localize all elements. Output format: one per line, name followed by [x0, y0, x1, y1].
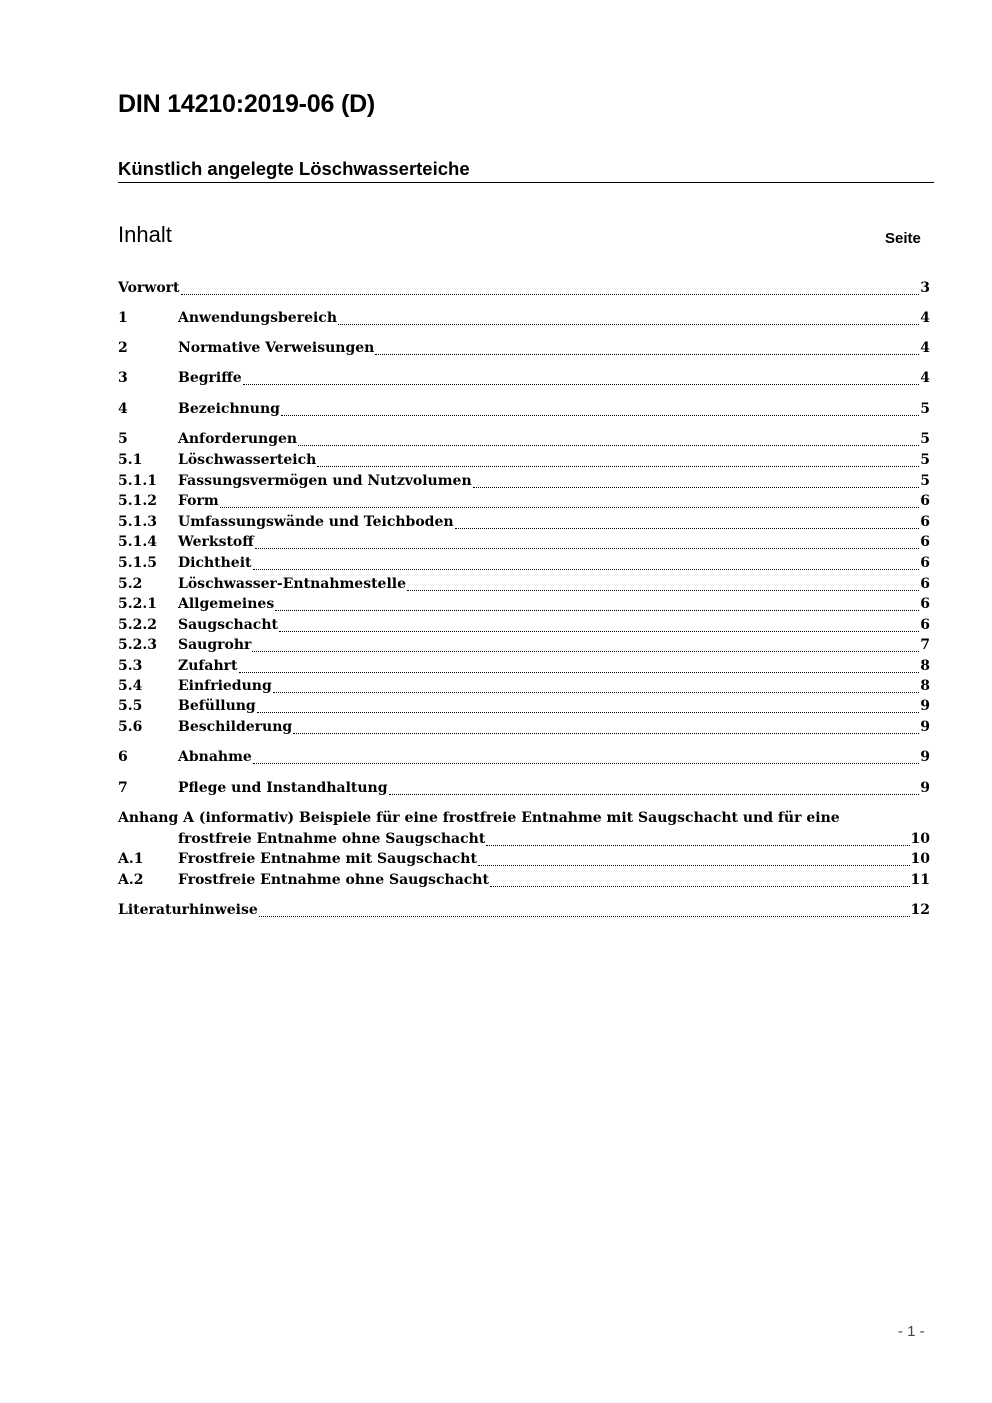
toc-entry-page: 6	[920, 555, 930, 571]
document-subtitle: Künstlich angelegte Löschwasserteiche	[118, 158, 470, 179]
toc-dot-leader	[407, 589, 919, 591]
toc-dot-leader	[255, 547, 920, 549]
toc-dot-leader	[220, 506, 920, 508]
toc-entry-number: 2	[118, 340, 128, 356]
toc-entry-annex-a-title[interactable]: Anhang A (informativ) Beispiele für eine frostfreie Entnahme mit Saugschacht und für eine	[118, 810, 840, 826]
toc-entry-text: frostfreie Entnahme ohne Saugschacht	[178, 831, 486, 847]
toc-entry-page: 6	[920, 576, 930, 592]
toc-dot-leader	[389, 793, 920, 795]
toc-entry-5-4[interactable]	[118, 678, 930, 698]
toc-entry-5-2-2[interactable]	[118, 617, 930, 637]
toc-entry-number: 5.1.1	[118, 473, 157, 489]
toc-entry-page: 6	[920, 514, 930, 530]
toc-entry-text: Fassungsvermögen und Nutzvolumen	[178, 473, 472, 489]
toc-entry-number: 5.2	[118, 576, 143, 592]
toc-entry-page: 3	[920, 280, 930, 296]
toc-entry-number: A.2	[118, 872, 144, 888]
toc-entry-text: Anwendungsbereich	[178, 310, 337, 326]
toc-entry-number: 5	[118, 431, 128, 447]
toc-entry-text: Löschwasserteich	[178, 452, 317, 468]
toc-entry-page: 4	[920, 370, 930, 386]
toc-entry-1[interactable]	[118, 310, 930, 330]
toc-entry-a-1[interactable]	[118, 851, 930, 871]
toc-entry-page: 5	[920, 452, 930, 468]
toc-dot-leader	[486, 844, 909, 846]
toc-dot-leader	[253, 762, 919, 764]
toc-entry-number: 5.4	[118, 678, 143, 694]
toc-entry-page: 9	[920, 698, 930, 714]
toc-entry-text: Löschwasser-Entnahmestelle	[178, 576, 407, 592]
toc-entry-number: 5.1.2	[118, 493, 157, 509]
toc-dot-leader	[275, 609, 919, 611]
toc-dot-leader	[317, 465, 919, 467]
toc-entry-text: Umfassungswände und Teichboden	[178, 514, 454, 530]
toc-entry-text: Frostfreie Entnahme mit Saugschacht	[178, 851, 477, 867]
toc-entry-page: 10	[910, 831, 930, 847]
toc-entry-number: 3	[118, 370, 128, 386]
toc-heading: Inhalt	[118, 222, 172, 247]
toc-entry-5[interactable]	[118, 431, 930, 451]
toc-entry-5-3[interactable]	[118, 658, 930, 678]
toc-entry-page: 4	[920, 310, 930, 326]
subtitle-divider	[118, 182, 934, 183]
toc-entry-text: Normative Verweisungen	[178, 340, 375, 356]
toc-entry-text: Vorwort	[118, 280, 180, 296]
toc-dot-leader	[181, 293, 920, 295]
toc-entry-number: 5.2.2	[118, 617, 157, 633]
toc-entry-text: Saugrohr	[178, 637, 252, 653]
toc-entry-page: 5	[920, 431, 930, 447]
toc-entry-number: 5.1.3	[118, 514, 157, 530]
toc-entry-page: 8	[920, 658, 930, 674]
toc-entry-page: 6	[920, 534, 930, 550]
toc-entry-page: 4	[920, 340, 930, 356]
toc-entry-number: 5.3	[118, 658, 143, 674]
toc-entry-number: 5.6	[118, 719, 143, 735]
toc-entry-page: 8	[920, 678, 930, 694]
footer-page-number: - 1 -	[898, 1323, 925, 1340]
toc-dot-leader	[455, 527, 920, 529]
toc-dot-leader	[490, 885, 910, 887]
toc-entry-page: 11	[910, 872, 930, 888]
toc-entry-text: Begriffe	[178, 370, 242, 386]
toc-entry-5-2[interactable]	[118, 576, 930, 596]
toc-entry-page: 5	[920, 473, 930, 489]
toc-entry-5-1-3[interactable]	[118, 514, 930, 534]
toc-entry-number: 7	[118, 780, 128, 796]
toc-entry-page: 6	[920, 617, 930, 633]
toc-entry-page: 6	[920, 493, 930, 509]
toc-entry-page: 12	[910, 902, 930, 918]
toc-entry-page: 7	[920, 637, 930, 653]
toc-entry-vorwort[interactable]	[118, 280, 930, 300]
toc-entry-page: 10	[910, 851, 930, 867]
toc-dot-leader	[257, 711, 920, 713]
toc-entry-text: Saugschacht	[178, 617, 278, 633]
toc-entry-5-2-3[interactable]	[118, 637, 930, 657]
toc-entry-page: 9	[920, 780, 930, 796]
toc-entry-4[interactable]	[118, 401, 930, 421]
toc-entry-2[interactable]	[118, 340, 930, 360]
toc-page-column-label: Seite	[885, 230, 921, 247]
toc-entry-3[interactable]	[118, 370, 930, 390]
toc-entry-5-2-1[interactable]	[118, 596, 930, 616]
toc-entry-literaturhinweise[interactable]	[118, 902, 930, 922]
toc-dot-leader	[273, 691, 920, 693]
toc-entry-page: 9	[920, 749, 930, 765]
toc-dot-leader	[239, 671, 920, 673]
toc-dot-leader	[259, 915, 910, 917]
toc-dot-leader	[253, 568, 920, 570]
toc-dot-leader	[281, 414, 919, 416]
toc-dot-leader	[478, 864, 910, 866]
toc-entry-text: Befüllung	[178, 698, 256, 714]
toc-entry-number: 6	[118, 749, 128, 765]
toc-entry-number: 5.2.1	[118, 596, 157, 612]
toc-entry-5-1-2[interactable]	[118, 493, 930, 513]
toc-entry-text: Anforderungen	[178, 431, 298, 447]
toc-entry-6[interactable]	[118, 749, 930, 769]
toc-dot-leader	[375, 353, 919, 355]
toc-entry-text: Bezeichnung	[178, 401, 280, 417]
toc-entry-text: Form	[178, 493, 219, 509]
toc-entry-text: Allgemeines	[178, 596, 275, 612]
toc-dot-leader	[338, 323, 919, 325]
toc-entry-text: Dichtheit	[178, 555, 252, 571]
toc-entry-5-5[interactable]	[118, 698, 930, 718]
toc-entry-5-6[interactable]	[118, 719, 930, 739]
toc-entry-text: Pflege und Instandhaltung	[178, 780, 388, 796]
toc-entry-text: Literaturhinweise	[118, 902, 258, 918]
toc-entry-5-1-5[interactable]	[118, 555, 930, 575]
document-title: DIN 14210:2019-06 (D)	[118, 90, 376, 118]
toc-entry-text: Frostfreie Entnahme ohne Saugschacht	[178, 872, 489, 888]
toc-dot-leader	[293, 732, 919, 734]
toc-entry-page: 5	[920, 401, 930, 417]
toc-entry-text: Beschilderung	[178, 719, 293, 735]
toc-entry-number: 5.1.4	[118, 534, 157, 550]
toc-entry-5-1[interactable]	[118, 452, 930, 472]
toc-entry-number: 5.2.3	[118, 637, 157, 653]
toc-dot-leader	[279, 630, 919, 632]
toc-entry-number: 4	[118, 401, 128, 417]
toc-dot-leader	[243, 383, 920, 385]
toc-entry-text: Zufahrt	[178, 658, 238, 674]
toc-entry-a-2[interactable]	[118, 872, 930, 892]
toc-entry-number: A.1	[118, 851, 144, 867]
toc-entry-5-1-4[interactable]	[118, 534, 930, 554]
toc-entry-page: 9	[920, 719, 930, 735]
toc-entry-number: 5.1.5	[118, 555, 157, 571]
toc-entry-5-1-1[interactable]	[118, 473, 930, 493]
toc-entry-page: 6	[920, 596, 930, 612]
toc-entry-7[interactable]	[118, 780, 930, 800]
toc-entry-annex-a[interactable]	[118, 831, 930, 851]
toc-dot-leader	[298, 444, 919, 446]
toc-dot-leader	[252, 650, 919, 652]
toc-entry-number: 5.1	[118, 452, 143, 468]
toc-entry-text: Abnahme	[178, 749, 252, 765]
toc-entry-number: 5.5	[118, 698, 143, 714]
toc-entry-text: Einfriedung	[178, 678, 272, 694]
toc-entry-number: 1	[118, 310, 128, 326]
toc-dot-leader	[473, 486, 920, 488]
toc-entry-text: Werkstoff	[178, 534, 254, 550]
